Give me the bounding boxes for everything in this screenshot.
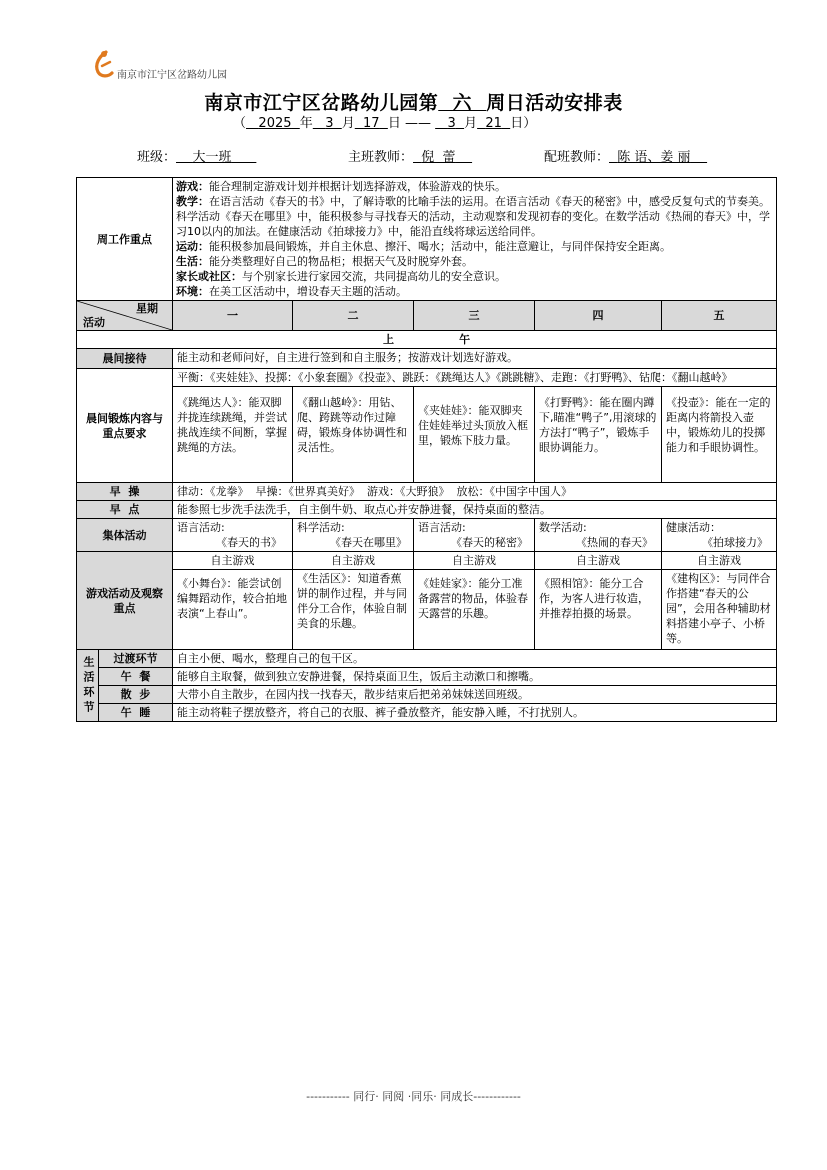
diagonal-header-cell [77,301,173,331]
weekday-label: 星期 [136,302,158,315]
game-header-row [77,552,777,570]
life-key: 过渡环节 [99,650,173,668]
life-key: 午 睡 [99,704,173,722]
exercise-wed: 《夹娃娃》：能双脚夹住娃娃举过头顶放入框里，锻炼下肢力量。 [414,387,535,483]
group-activity-mon: 语言活动: 《春天的书》 [173,519,293,552]
group-activity-wed: 语言活动: 《春天的秘密》 [414,519,535,552]
snack-label: 早 点 [77,501,173,519]
life-key: 散 步 [99,686,173,704]
kindergarten-logo-icon [90,46,120,80]
day-header-wed: 三 [414,301,535,331]
reception-label: 晨间接待 [77,349,173,369]
life-row-transition [77,650,777,668]
group-activity-tue: 科学活动: 《春天在哪里》 [293,519,414,552]
class-info: 班级： 大一班 [137,150,232,165]
morning-exercise-label: 早 操 [77,483,173,501]
assistant-teacher-info: 配班教师： 陈 语、姜 丽 [544,150,691,165]
exercise-summary: 平衡：《夹娃娃》、投掷：《小象套圈》《投壶》、跳跃：《跳绳达人》《跳跳糖》、走跑：《打野鸭》、钻爬：《翻山越岭》 [173,369,777,387]
focus-item: 家长或社区：与个别家长进行家园交流，共同提高幼儿的安全意识。 [176,270,506,283]
focus-item: 运动：能积极参加晨间锻炼，并自主休息、擦汗、喝水；活动中，能注意避让，与同伴保持安全距离。 [176,240,671,253]
exercise-tue: 《翻山越岭》：用钻、爬、跨跳等动作过障碍，锻炼身体协调性和灵活性。 [293,387,414,483]
game-type-wed: 自主游戏 [414,552,535,570]
exercise-mon: 《跳绳达人》：能双脚并拢连续跳绳，并尝试挑战连续不间断，掌握跳绳的方法。 [173,387,293,483]
day-header-mon: 一 [173,301,293,331]
page-title: 南京市江宁区岔路幼儿园第 六 周日活动安排表 [204,92,623,114]
morning-exercise-text: 律动：《龙拳》 早操：《世界真美好》 游戏：《大野狼》 放松：《中国字中国人》 [173,483,777,501]
reception-text: 能主动和老师问好，自主进行签到和自主服务；按游戏计划选好游戏。 [173,349,777,369]
game-label: 游戏活动及观察重点 [77,552,173,650]
snack-row [77,501,777,519]
life-value: 能主动将鞋子摆放整齐，将自己的衣服、裤子叠放整齐，能安静入睡，不打扰别人。 [173,704,777,722]
reception-row [77,349,777,369]
logo-text: 南京市江宁区岔路幼儿园 [117,70,227,81]
game-tue: 《生活区》：知道香蕉饼的制作过程，并与同伴分工合作，体验自制美食的乐趣。 [293,570,414,650]
morning-banner: 上 午 [77,331,777,349]
focus-item: 游戏：能合理制定游戏计划并根据计划选择游戏，体验游戏的快乐。 [176,180,506,193]
game-type-fri: 自主游戏 [662,552,777,570]
day-header-fri: 五 [662,301,777,331]
life-key: 午 餐 [99,668,173,686]
weekly-schedule-table [76,177,777,722]
footer-slogan: ----------- 同行· 同阅 ·同乐· 同成长------------ [306,1090,521,1103]
day-header-thu: 四 [535,301,662,331]
game-type-mon: 自主游戏 [173,552,293,570]
morning-exercise-row [77,483,777,501]
life-label-cell [77,650,99,722]
game-mon: 《小舞台》：能尝试创编舞蹈动作，较合拍地表演“上春山”。 [173,570,293,650]
game-thu: 《照相馆》：能分工合作，为客人进行妆造，并推荐拍摄的场景。 [535,570,662,650]
focus-item: 生活：能分类整理好自己的物品柜；根据天气及时脱穿外套。 [176,255,473,268]
group-activity-label: 集体活动 [77,519,173,552]
exercise-thu: 《打野鸭》：能在圈内蹲下,瞄准“鸭子”,用滚球的方法打“鸭子”，锻炼手眼协调能力。 [535,387,662,483]
morning-banner-row [77,331,777,349]
weekday-header-row [77,301,777,331]
weekly-focus-content [173,178,777,301]
game-wed: 《娃娃家》：能分工准备露营的物品，体验春天露营的乐趣。 [414,570,535,650]
life-value: 能够自主取餐，做到独立安静进餐，保持桌面卫生，饭后主动漱口和擦嘴。 [173,668,777,686]
life-label: 生活环节 [82,655,95,716]
head-teacher-info: 主班教师： 倪 蕾 [348,150,456,165]
focus-item: 环境：在美工区活动中，增设春天主题的活动。 [176,285,407,298]
exercise-days-row [77,387,777,483]
focus-item: 教学：在语言活动《春天的书》中，了解诗歌的比喻手法的运用。在语言活动《春天的秘密》中，感受反复句式的节奏美。科学活动《春天在哪里》中，能积极参与寻找春天的活动，主动观察和发现初春的变化。在数学活动《热闹的春天》中，学习10以内的加法。在健康活动《拍球接力》中，能沿直线将球运送给同伴。 [176,195,770,238]
group-activity-thu: 数学活动: 《热闹的春天》 [535,519,662,552]
activity-label: 活动 [83,316,105,329]
life-row-lunch [77,668,777,686]
weekly-focus-row [77,178,777,301]
life-value: 自主小便、喝水，整理自己的包干区。 [173,650,777,668]
life-row-walk [77,686,777,704]
life-row-nap [77,704,777,722]
exercise-summary-row [77,369,777,387]
exercise-fri: 《投壶》：能在一定的距离内将箭投入壶中，锻炼幼儿的投掷能力和手眼协调性。 [662,387,777,483]
date-range: （ 2025 年 3 月 17 日 —— 3 月 21 日） [233,116,537,131]
life-value: 大带小自主散步，在园内找一找春天，散步结束后把弟弟妹妹送回班级。 [173,686,777,704]
group-activity-fri: 健康活动： 《拍球接力》 [662,519,777,552]
day-header-tue: 二 [293,301,414,331]
exercise-label: 晨间锻炼内容与重点要求 [77,369,173,483]
game-days-row [77,570,777,650]
game-type-thu: 自主游戏 [535,552,662,570]
weekly-focus-label: 周工作重点 [77,178,173,301]
snack-text: 能参照七步洗手法洗手，自主倒牛奶、取点心并安静进餐，保持桌面的整洁。 [173,501,777,519]
game-fri: 《建构区》：与同伴合作搭建“春天的公园”，会用各种辅助材料搭建小亭子、小桥等。 [662,570,777,650]
group-activity-row [77,519,777,552]
game-type-tue: 自主游戏 [293,552,414,570]
